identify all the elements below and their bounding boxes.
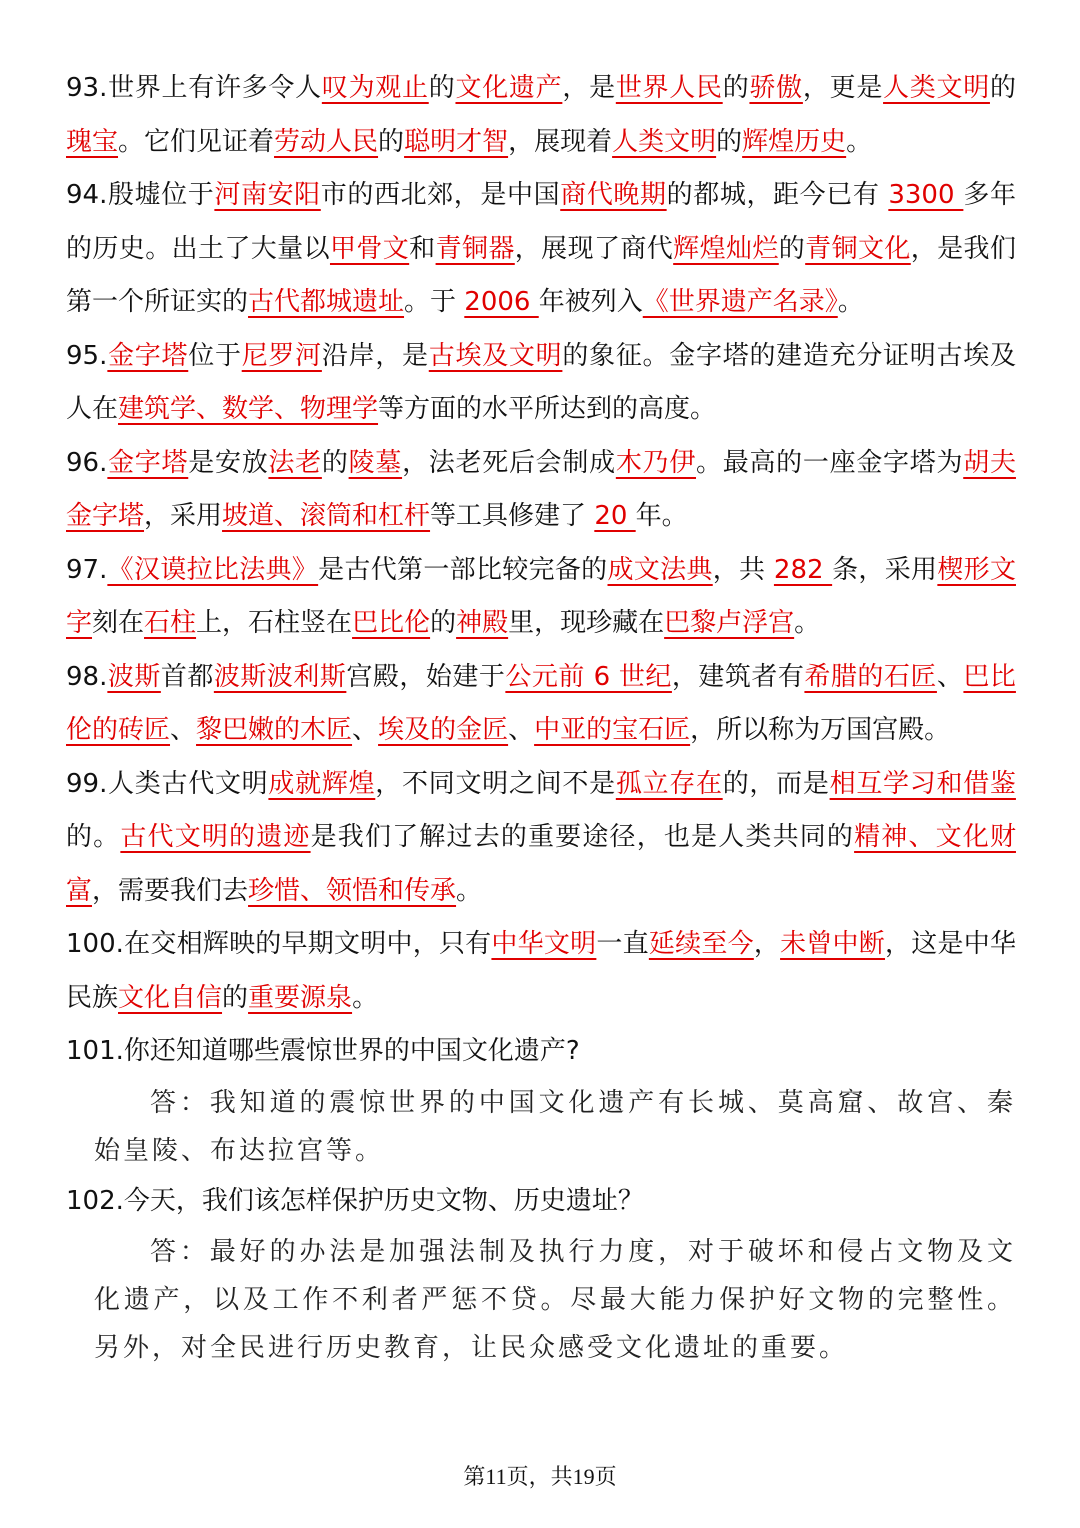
answer-text: 巴比伦的砖匠 — [66, 661, 1016, 745]
answer-text: 坡道、滚筒和杠杆 — [222, 501, 431, 531]
answer-text: 世界人民 — [615, 73, 723, 103]
item-text: 、 — [352, 715, 379, 745]
item-text: 100.在交相辉映的早期文明中，只有 — [66, 929, 492, 959]
answer-text: 辉煌历史 — [742, 126, 847, 157]
item-text: 93.世界上有许多令人 — [66, 73, 322, 103]
item-text: ，法老死后会制成 — [402, 447, 616, 478]
item-text: ，展现了商代 — [514, 233, 674, 264]
answer-text: 人类文明 — [612, 126, 717, 157]
answer-text: 未曾中断 — [780, 929, 886, 959]
answer-text: 孤立存在 — [615, 768, 723, 799]
item-text: 市的西北郊，是中国 — [320, 180, 561, 210]
fill-in-item — [66, 544, 1016, 651]
answer-text: 波斯波利斯 — [213, 661, 347, 692]
page-footer: 第11页，共19页 — [463, 1464, 617, 1489]
item-text: 的 — [428, 73, 456, 103]
item-text: 等方面的水平所达到的高度。 — [378, 394, 717, 424]
answer-text: 20 — [594, 501, 636, 531]
item-text: 的 — [778, 233, 806, 264]
answer-text: 青铜器 — [435, 233, 515, 264]
item-text: 的 — [722, 73, 750, 103]
item-text: 宫殿，始建于 — [346, 661, 506, 692]
item-text: ，共 — [712, 554, 774, 585]
answer-text: 3300 — [888, 180, 964, 210]
answer-text: 黎巴嫩的木匠 — [196, 715, 353, 745]
item-text: 96. — [66, 447, 108, 478]
answer-text: 神殿 — [456, 608, 509, 638]
item-text: 。 — [846, 126, 873, 157]
item-text: 、 — [936, 661, 964, 692]
answer-text: 商代晚期 — [560, 180, 667, 210]
answer-text: 文化自信 — [118, 982, 223, 1013]
item-text: 。 — [794, 608, 821, 638]
answer-paragraph: 答：最好的办法是加强法制及执行力度，对于破坏和侵占文物及文化遗产，以及工作不利者严惩不贷。尽最大能力保护好文物的完整性。另外，对全民进行历史教育，让民众感受文化遗址的重要。 — [94, 1237, 1016, 1363]
item-text: 刻在 — [92, 608, 145, 638]
item-text: 多年的历史。出土了大量以 — [66, 180, 1016, 264]
item-text: 里，现珍藏在 — [508, 608, 665, 638]
answer-text: 尼罗河 — [241, 340, 322, 371]
answer-text: 重要源泉 — [248, 982, 353, 1013]
answer-text: 甲骨文 — [329, 233, 410, 264]
answer-text: 《汉谟拉比法典》 — [107, 554, 319, 585]
item-text: 一直 — [596, 929, 649, 959]
answer-text: 瑰宝 — [66, 126, 119, 157]
item-text: 和 — [409, 233, 436, 264]
answer-text: 胡夫金字塔 — [66, 447, 1016, 531]
item-text: 等工具修建了 — [430, 501, 595, 531]
question-text: 101.你还知道哪些震惊世界的中国文化遗产? — [66, 1036, 580, 1066]
item-text: ，不同文明之间不是 — [375, 768, 616, 799]
item-text: 位于 — [188, 340, 242, 371]
question-answer-items — [66, 1025, 1016, 1372]
item-text: 99.人类古代文明 — [66, 768, 269, 799]
item-text: 的 — [989, 73, 1016, 103]
item-text: ，所以称为万国宫殿。 — [690, 715, 951, 745]
answer-text: 辉煌灿烂 — [673, 233, 779, 264]
answer-text: 金字塔 — [107, 340, 189, 371]
answer-text: 骄傲 — [749, 73, 803, 103]
answer-text: 人类文明 — [883, 73, 990, 103]
item-text: 98. — [66, 661, 108, 692]
answer-text: 巴黎卢浮宫 — [664, 608, 795, 638]
item-text: 是安放 — [188, 447, 269, 478]
item-text: 、 — [170, 715, 197, 745]
answer-text: 古代文明的遗迹 — [120, 822, 311, 852]
answer-text: 2006 — [464, 287, 539, 317]
answer-text: 聪明才智 — [404, 126, 509, 157]
item-text: ，采用 — [144, 501, 223, 531]
fill-in-item — [66, 437, 1016, 544]
answer-text: 珍惜、领悟和传承 — [248, 875, 457, 906]
item-text: 是古代第一部比较完备的 — [318, 554, 608, 585]
item-text: 的。 — [66, 822, 121, 852]
answer-text: 相互学习和借鉴 — [829, 768, 1016, 799]
item-text: 的都城，距今已有 — [666, 180, 889, 210]
item-text: 的 — [716, 126, 743, 157]
answer-text: 文化遗产 — [455, 73, 563, 103]
answer-text: 古代都城遗址 — [248, 287, 405, 317]
answer-text: 延续至今 — [648, 929, 754, 959]
item-text: 是我们了解过去的重要途径，也是人类共同的 — [310, 822, 855, 852]
item-text: 。 — [456, 875, 483, 906]
item-text: ，这是中华民族 — [66, 929, 1016, 1013]
question-text: 102.今天，我们该怎样保护历史文物、历史遗址？ — [66, 1185, 644, 1216]
item-text: 94.殷墟位于 — [66, 180, 215, 210]
item-text: 的 — [321, 447, 349, 478]
fill-in-item — [66, 330, 1016, 437]
answer-text: 成就辉煌 — [268, 768, 376, 799]
answer-text: 282 — [773, 554, 833, 585]
item-text: 。 — [352, 982, 379, 1013]
item-text: 沿岸，是 — [321, 340, 429, 371]
item-text: ，是 — [562, 73, 616, 103]
item-text: ， — [753, 929, 781, 959]
item-text: 95. — [66, 340, 108, 371]
item-text: 97. — [66, 554, 108, 585]
answer-text: 埃及的金匠 — [378, 715, 509, 745]
answer-text: 法老 — [268, 447, 322, 478]
item-text: 、 — [508, 715, 535, 745]
fill-in-item — [66, 169, 1016, 330]
fill-in-item — [66, 758, 1016, 919]
item-text: ，展现着 — [508, 126, 613, 157]
item-text: 。 — [837, 287, 864, 317]
item-text: 的，而是 — [722, 768, 830, 799]
item-text: 的 — [430, 608, 457, 638]
answer-text: 成文法典 — [607, 554, 713, 585]
answer-text: 《世界遗产名录》 — [642, 287, 838, 317]
answer-text: 陵墓 — [348, 447, 403, 478]
answer-text: 青铜文化 — [805, 233, 911, 264]
answer-text: 建筑学、数学、物理学 — [118, 394, 379, 424]
answer-text: 楔形文字 — [66, 554, 1016, 638]
answer-text: 石柱 — [144, 608, 197, 638]
item-text: 的 — [222, 982, 249, 1013]
fill-in-item — [66, 918, 1016, 1025]
answer-text: 古埃及文明 — [428, 340, 563, 371]
item-text: 的 — [378, 126, 405, 157]
answer-text: 中华文明 — [491, 929, 597, 959]
answer-text: 希腊的石匠 — [804, 661, 937, 692]
answer-text: 河南安阳 — [214, 180, 321, 210]
item-text: 的象征。金字塔的建造充分证明古埃及人在 — [66, 340, 1016, 424]
item-text: 上，石柱竖在 — [196, 608, 353, 638]
item-text: 年。 — [635, 501, 688, 531]
item-text: ，是我们第一个所证实的 — [66, 233, 1016, 317]
answer-text: 劳动人民 — [274, 126, 379, 157]
answer-text: 精神、文化财富 — [66, 822, 1016, 906]
item-text: 年被列入 — [538, 287, 643, 317]
fill-in-item — [66, 651, 1016, 758]
item-text: ，建筑者有 — [671, 661, 805, 692]
answer-text: 波斯 — [107, 661, 161, 692]
fill-in-item — [66, 62, 1016, 169]
answer-text: 中亚的宝石匠 — [534, 715, 691, 745]
item-text: ，更是 — [802, 73, 884, 103]
item-text: ，需要我们去 — [92, 875, 249, 906]
answer-text: 金字塔 — [107, 447, 189, 478]
answer-text: 巴比伦 — [352, 608, 431, 638]
item-list — [66, 62, 1016, 1372]
answer-text: 叹为观止 — [321, 73, 429, 103]
fill-in-items — [66, 62, 1016, 1025]
answer-paragraph: 答：我知道的震惊世界的中国文化遗产有长城、莫高窟、故宫、秦始皇陵、布达拉宫等。 — [94, 1087, 1016, 1166]
item-text: 条，采用 — [832, 554, 938, 585]
item-text: 。最高的一座金字塔为 — [696, 447, 964, 478]
answer-text: 木乃伊 — [615, 447, 696, 478]
item-text: 。于 — [404, 287, 465, 317]
answer-text: 公元前 6 世纪 — [505, 661, 672, 692]
item-text: 。它们见证着 — [118, 126, 275, 157]
item-text: 首都 — [160, 661, 214, 692]
